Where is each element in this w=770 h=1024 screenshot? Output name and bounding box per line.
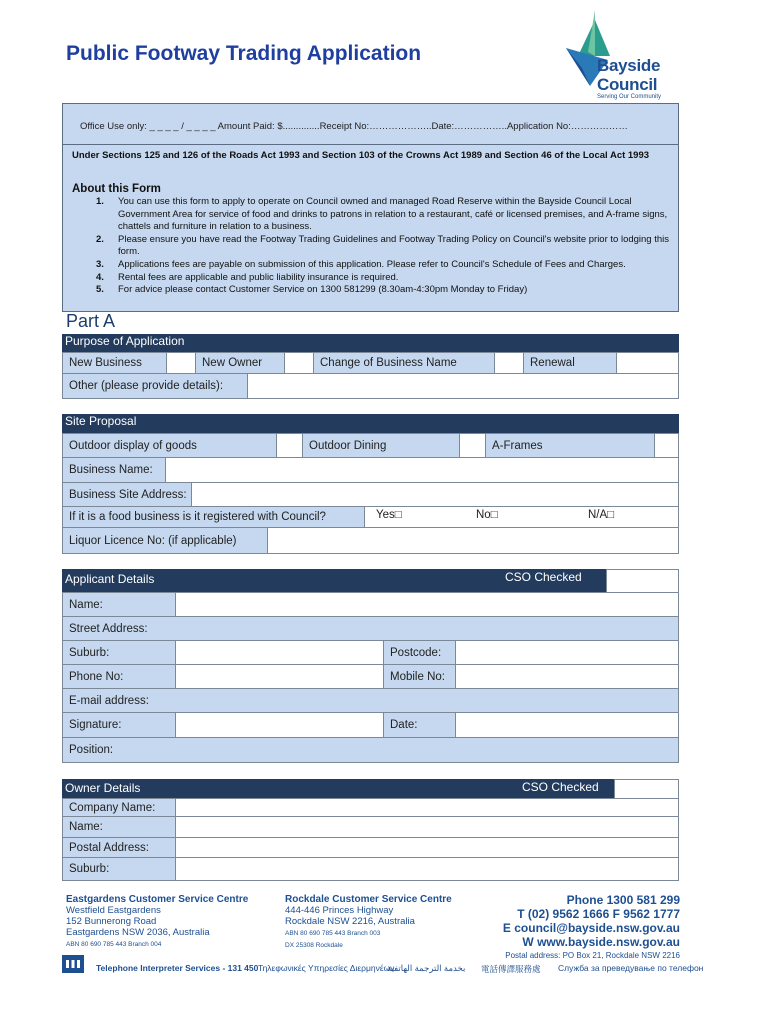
new-business-label: New Business xyxy=(62,352,167,374)
phone-label: Phone No: xyxy=(62,664,176,689)
business-name-field[interactable] xyxy=(165,457,679,483)
outdoor-display-label: Outdoor display of goods xyxy=(62,433,277,458)
interpreter-arabic: بخدمة الترجمة الهاتفية xyxy=(387,963,466,973)
owner-section-header: Owner Details xyxy=(62,779,615,799)
postcode-field[interactable] xyxy=(455,640,679,665)
phone-number: Phone 1300 581 299 xyxy=(566,893,680,907)
postcode-label: Postcode: xyxy=(383,640,456,665)
logo-tagline: Serving Our Community xyxy=(597,94,662,100)
signature-label: Signature: xyxy=(62,712,176,738)
rockdale-centre: Rockdale Customer Service Centre 444-446 Princes Highway Rockdale NSW 2216, Australia ABN 80 690 785 443 Branch 003 DX 25308 Rockdale xyxy=(285,894,452,949)
interpreter-chinese: 電話傳譯服務處 xyxy=(481,964,541,974)
interpreter-greek: Τηλεφωνικές Υπηρεσίες Διερμηνέων xyxy=(258,963,395,973)
business-name-label: Business Name: xyxy=(62,457,166,483)
list-item: 1. You can use this form to apply to operate on Council owned and managed Road Reserve within the Bayside Council Local Government Area for service of food and drinks to patrons in relation to a restaurant, café or licensed premises, and A-frame signs, chattels and furniture in relation to a business. xyxy=(96,196,668,233)
other-label: Other (please provide details): xyxy=(62,373,248,399)
interpreter-services: Telephone Interpreter Services - 131 450 xyxy=(96,963,259,973)
list-item: 2. Please ensure you have read the Footway Trading Guidelines and Footway Trading Policy on Council's website prior to lodging this form. xyxy=(96,233,670,258)
office-use-line: Office Use only: _ _ _ _ / _ _ _ _ Amount Paid: $..............Receipt No:………………..Date:……………..Application No:……………… xyxy=(80,121,628,132)
postal-address-label: Postal Address: xyxy=(62,837,176,858)
applicant-cso-checkbox[interactable] xyxy=(606,569,679,593)
suburb-label: Suburb: xyxy=(62,640,176,665)
new-owner-checkbox[interactable] xyxy=(284,352,314,374)
liquor-licence-label: Liquor Licence No: (if applicable) xyxy=(62,527,268,554)
about-heading: About this Form xyxy=(72,183,161,195)
site-section-header: Site Proposal xyxy=(62,414,679,433)
applicant-name-field[interactable] xyxy=(175,592,679,617)
company-name-label: Company Name: xyxy=(62,798,176,817)
email-link[interactable]: E council@bayside.nsw.gov.au xyxy=(502,921,680,935)
interpreter-macedonian: Служба за преведување по телефон xyxy=(558,963,704,973)
outdoor-dining-checkbox[interactable] xyxy=(459,433,486,458)
purpose-section-header: Purpose of Application xyxy=(62,334,679,352)
part-a-heading: Part A xyxy=(66,311,116,331)
change-name-checkbox[interactable] xyxy=(494,352,524,374)
page-title: Public Footway Trading Application xyxy=(66,42,422,65)
change-name-label: Change of Business Name xyxy=(313,352,495,374)
aframes-checkbox[interactable] xyxy=(654,433,679,458)
contact-block xyxy=(470,893,680,963)
date-label: Date: xyxy=(383,712,456,738)
business-site-label: Business Site Address: xyxy=(62,482,192,507)
street-address-label: Street Address: xyxy=(62,616,679,641)
outdoor-display-checkbox[interactable] xyxy=(276,433,303,458)
no-checkbox[interactable]: No□ xyxy=(476,509,498,521)
suburb-field[interactable] xyxy=(175,640,384,665)
applicant-section-header: Applicant Details xyxy=(62,569,607,593)
position-label: Position: xyxy=(62,737,679,763)
date-field[interactable] xyxy=(455,712,679,738)
logo-text-council: Council xyxy=(597,75,658,94)
food-registration-question: If it is a food business is it registered with Council? xyxy=(62,506,365,528)
applicant-cso-label: CSO Checked xyxy=(505,570,582,584)
liquor-licence-field[interactable] xyxy=(267,527,679,554)
about-list xyxy=(82,196,672,297)
other-details-field[interactable] xyxy=(247,373,679,399)
mobile-label: Mobile No: xyxy=(383,664,456,689)
list-item: 4. Rental fees are applicable and public liability insurance is required. xyxy=(96,271,399,283)
business-site-field[interactable] xyxy=(191,482,679,507)
interpreter-icon xyxy=(62,955,84,973)
company-name-field[interactable] xyxy=(175,798,679,817)
food-registration-options xyxy=(364,506,679,528)
eastgardens-centre: Eastgardens Customer Service Centre Westfield Eastgardens 152 Bunnerong Road Eastgardens NSW 2036, Australia ABN 80 690 785 443 Branch 004 xyxy=(66,894,249,948)
owner-suburb-field[interactable] xyxy=(175,857,679,881)
mobile-field[interactable] xyxy=(455,664,679,689)
applicant-name-label: Name: xyxy=(62,592,176,617)
owner-name-field[interactable] xyxy=(175,816,679,838)
renewal-checkbox[interactable] xyxy=(616,352,679,374)
new-owner-label: New Owner xyxy=(195,352,285,374)
email-label: E-mail address: xyxy=(62,688,679,713)
owner-cso-checkbox[interactable] xyxy=(614,779,679,799)
telephone-fax: T (02) 9562 1666 F 9562 1777 xyxy=(517,907,680,921)
owner-name-label: Name: xyxy=(62,816,176,838)
list-item: 3. Applications fees are payable on submission of this application. Please refer to Council's Schedule of Fees and Charges. xyxy=(96,258,626,270)
signature-field[interactable] xyxy=(175,712,384,738)
legislation-note: Under Sections 125 and 126 of the Roads Act 1993 and Section 103 of the Crowns Act 1989 and Section 46 of the Local Act 1993 xyxy=(72,150,650,161)
phone-field[interactable] xyxy=(175,664,384,689)
logo-text-bayside: Bayside xyxy=(597,56,661,75)
new-business-checkbox[interactable] xyxy=(166,352,196,374)
owner-suburb-label: Suburb: xyxy=(62,857,176,881)
website-link[interactable]: W www.bayside.nsw.gov.au xyxy=(522,935,680,949)
outdoor-dining-label: Outdoor Dining xyxy=(302,433,460,458)
postal-address-field[interactable] xyxy=(175,837,679,858)
renewal-label: Renewal xyxy=(523,352,617,374)
aframes-label: A-Frames xyxy=(485,433,655,458)
owner-cso-label: CSO Checked xyxy=(522,780,599,794)
list-item: 5. For advice please contact Customer Service on 1300 581299 (8.30am-4:30pm Monday to Friday) xyxy=(96,284,528,296)
yes-checkbox[interactable]: Yes□ xyxy=(376,509,402,521)
na-checkbox[interactable]: N/A□ xyxy=(588,509,615,521)
postal-address: Postal address: PO Box 21, Rockdale NSW 2216 xyxy=(505,951,680,960)
